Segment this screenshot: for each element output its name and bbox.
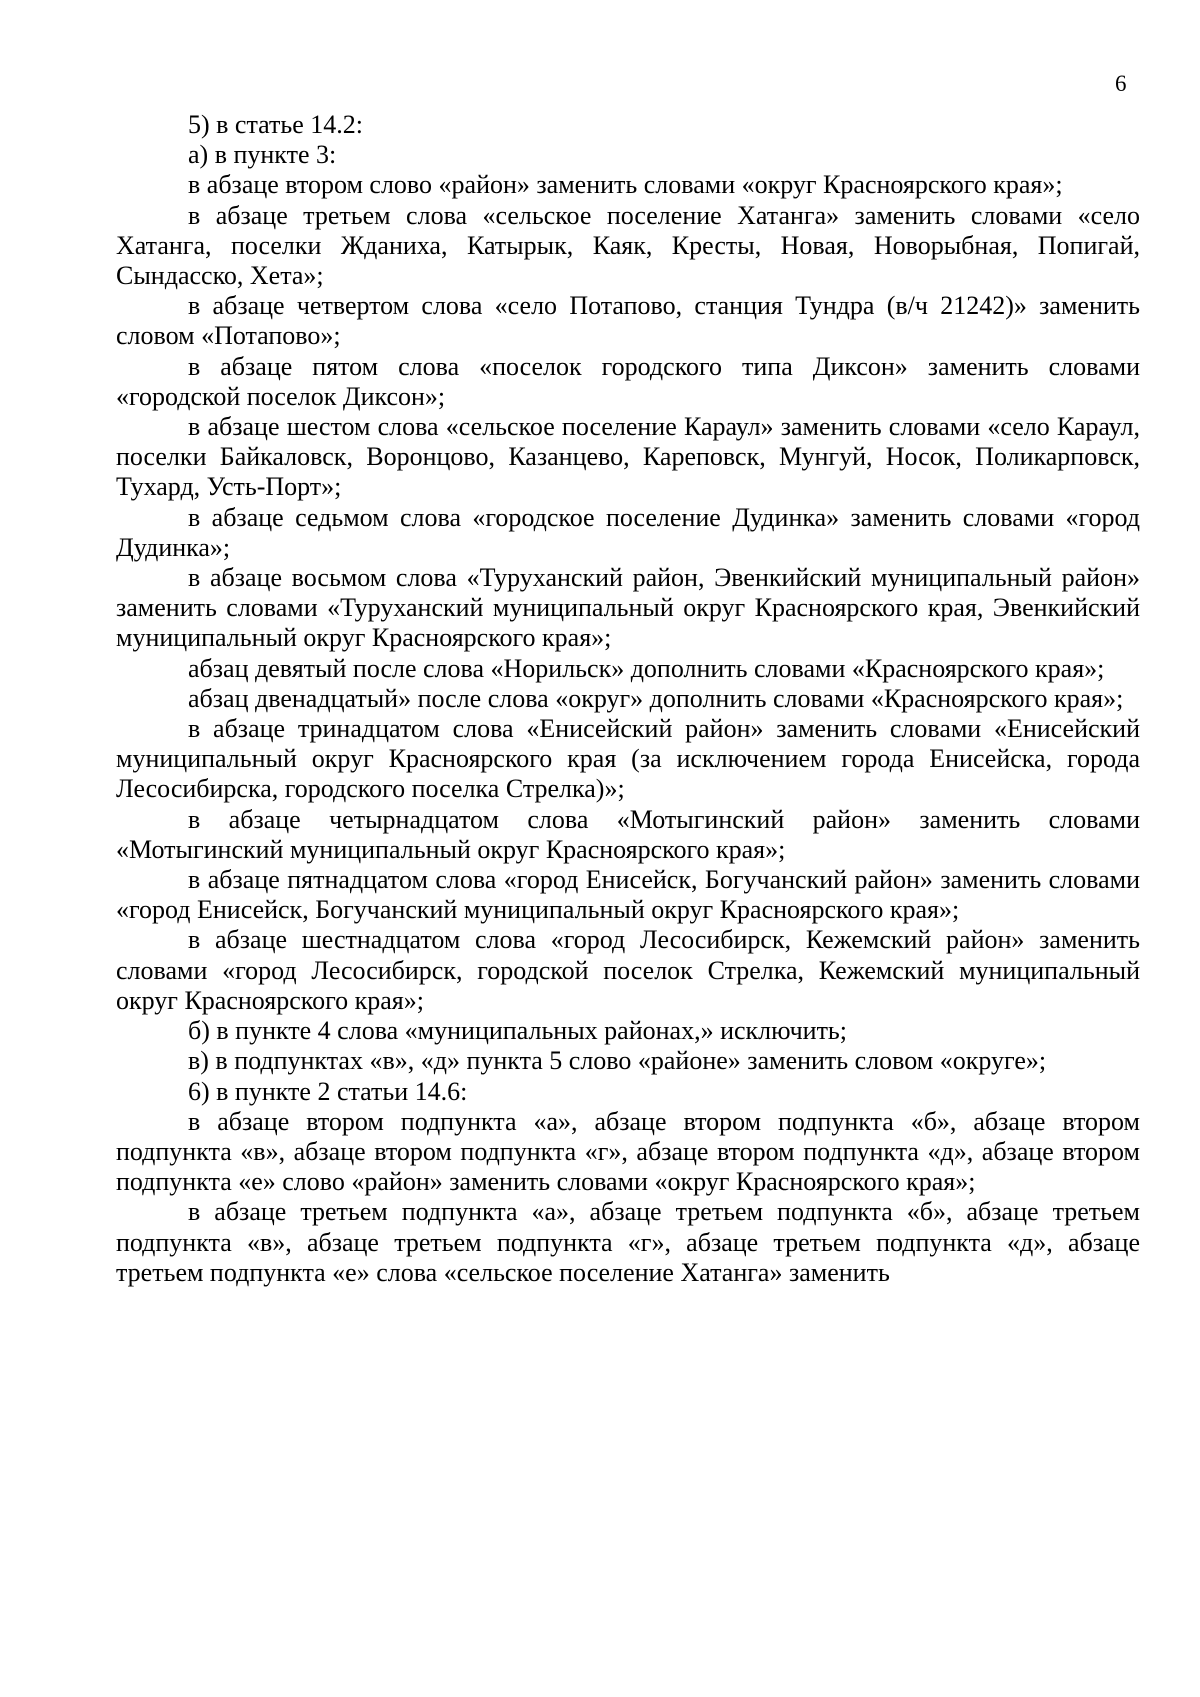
paragraph: в абзаце тринадцатом слова «Енисейский район» заменить словами «Енисейский муниципальный округ Красноярского края (за исключением города Енисейска, города Лесосибирска, городского поселка Стрелка)»; [116, 714, 1140, 804]
paragraph: в абзаце шестом слова «сельское поселение Караул» заменить словами «село Караул, поселки Байкаловск, Воронцово, Казанцево, Кареповск, Мунгуй, Носок, Поликарповск, Тухард, Усть-Порт»; [116, 412, 1140, 502]
paragraph: в абзаце четырнадцатом слова «Мотыгинский район» заменить словами «Мотыгинский муниципальный округ Красноярского края»; [116, 804, 1140, 864]
paragraph-article-14-6: 6) в пункте 2 статьи 14.6: [188, 1076, 468, 1106]
paragraph: в абзаце втором слово «район» заменить словами «округ Красноярского края»; [188, 170, 1063, 200]
page-number: 6 [1115, 71, 1127, 96]
paragraph-subitem-v: в) в подпунктах «в», «д» пункта 5 слово «районе» заменить словом «округе»; [188, 1046, 1047, 1076]
paragraph: в абзаце четвертом слова «село Потапово, станция Тундра (в/ч 21242)» заменить словом «Потапово»; [116, 291, 1140, 351]
paragraph: абзац двенадцатый» после слова «округ» дополнить словами «Красноярского края»; [188, 683, 1124, 713]
document-body [116, 110, 1140, 1288]
paragraph: в абзаце седьмом слова «городское поселение Дудинка» заменить словами «город Дудинка»; [116, 502, 1140, 562]
paragraph: в абзаце восьмом слова «Туруханский район, Эвенкийский муниципальный район» заменить словами «Туруханский муниципальный округ Красноярского края, Эвенкийский муниципальный округ Красноярского края»; [116, 563, 1140, 653]
paragraph: в абзаце втором подпункта «а», абзаце втором подпункта «б», абзаце втором подпункта «в», абзаце втором подпункта «г», абзаце втором подпункта «д», абзаце втором подпункта «е» слово «район» заменить словами «округ Красноярского края»; [116, 1106, 1140, 1197]
paragraph: в абзаце шестнадцатом слова «город Лесосибирск, Кежемский район» заменить словами «город Лесосибирск, городской поселок Стрелка, Кежемский муниципальный округ Красноярского края»; [116, 925, 1140, 1015]
paragraph-article-14-2: 5) в статье 14.2: [188, 110, 364, 139]
paragraph: в абзаце третьем подпункта «а», абзаце третьем подпункта «б», абзаце третьем подпункта «в», абзаце третьем подпункта «г», абзаце третьем подпункта «д», абзаце третьем подпункта «е» слова «сельское поселение Хатанга» заменить [116, 1197, 1140, 1287]
paragraph: в абзаце пятом слова «поселок городского типа Диксон» заменить словами «городской поселок Диксон»; [116, 351, 1140, 411]
paragraph: абзац девятый после слова «Норильск» дополнить словами «Красноярского края»; [188, 653, 1105, 683]
paragraph: в абзаце пятнадцатом слова «город Енисейск, Богучанский район» заменить словами «город Енисейск, Богучанский муниципальный округ Красноярского края»; [116, 865, 1140, 925]
paragraph: в абзаце третьем слова «сельское поселение Хатанга» заменить словами «село Хатанга, поселки Жданиха, Катырык, Каяк, Кресты, Новая, Новорыбная, Попигай, Сындасско, Хета»; [116, 200, 1140, 291]
paragraph-subitem-b: б) в пункте 4 слова «муниципальных районах,» исключить; [188, 1016, 848, 1046]
paragraph-subitem-a: а) в пункте 3: [188, 140, 337, 170]
